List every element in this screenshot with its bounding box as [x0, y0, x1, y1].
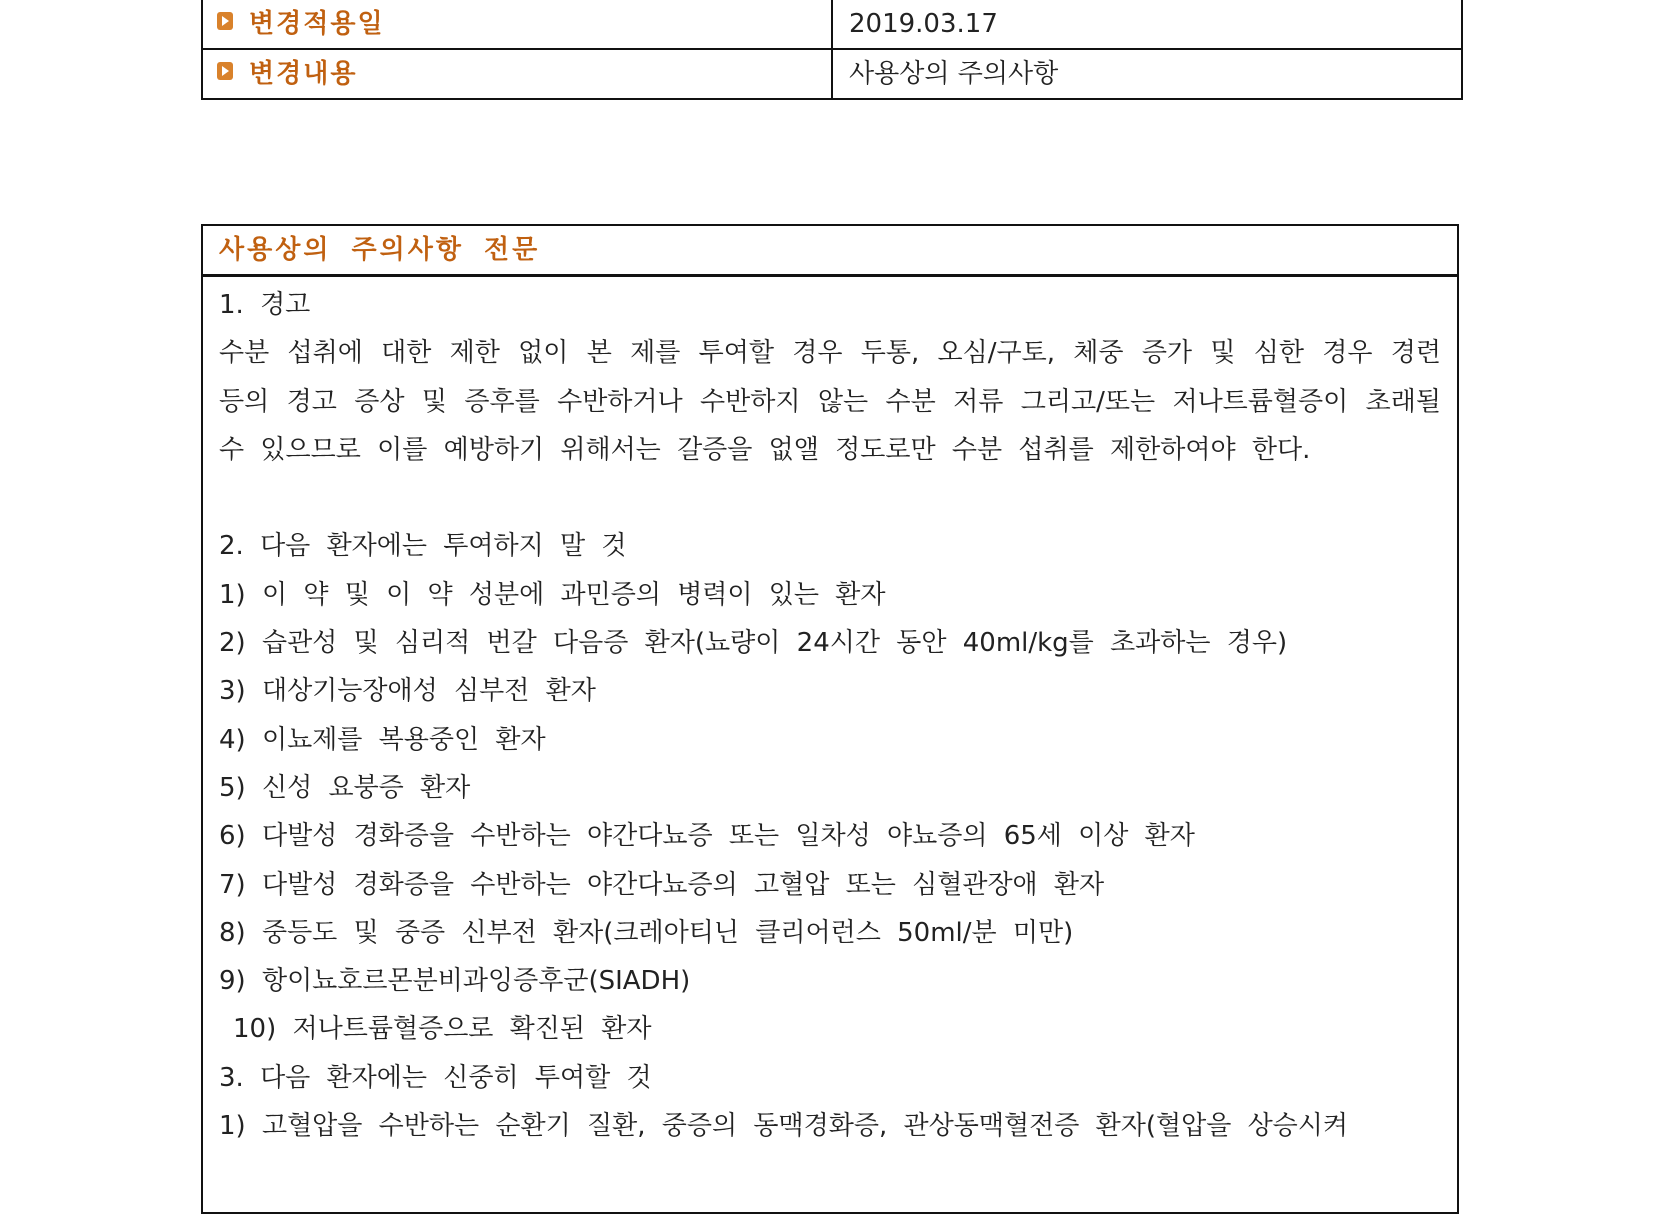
list-item: 7) 다발성 경화증을 수반하는 야간다뇨증의 고혈압 또는 심혈관장애 환자: [219, 869, 1105, 900]
change-date-label-cell: [203, 0, 833, 48]
warning-paragraph: 수분 섭취에 대한 제한 없이 본 제를 투여할 경우 두통, 오심/구토, 체중 증가 및 심한 경우 경련 등의 경고 증상 및 증후를 수반하거나 수반하지 않는 수분 저류 그리고/또는 저나트륨혈증이 초래될 수 있으므로 이를 예방하기 위해서는 갈증을 없앨 정도로만 수분 섭취를 제한하여야 한다.: [219, 338, 1441, 465]
section-warning-title: 1. 경고: [219, 290, 311, 320]
list-item: 8) 중등도 및 중증 신부전 환자(크레아티닌 클리어런스 50ml/분 미만): [219, 917, 1074, 948]
section-caution-title: 3. 다음 환자에는 신중히 투여할 것: [219, 1062, 652, 1093]
list-item: 2) 습관성 및 심리적 번갈 다음증 환자(뇨량이 24시간 동안 40ml/kg를 초과하는 경우): [219, 628, 1288, 659]
list-item: 3) 대상기능장애성 심부전 환자: [219, 676, 596, 707]
list-item: 6) 다발성 경화증을 수반하는 야간다뇨증 또는 일차성 야뇨증의 65세 이상 환자: [219, 821, 1195, 852]
bullet-icon: [217, 62, 233, 80]
change-content-row: [203, 48, 1461, 98]
change-info-table: [201, 0, 1463, 100]
list-item: 10) 저나트륨혈증으로 확진된 환자: [233, 1014, 652, 1045]
change-content-label: 변경내용: [249, 59, 358, 89]
change-content-label-cell: [203, 50, 833, 98]
change-date-label: 변경적용일: [249, 9, 385, 39]
precautions-content: [203, 277, 1457, 1150]
list-item: 1) 고혈압을 수반하는 순환기 질환, 중증의 동맥경화증, 관상동맥혈전증 환자(혈압을 상승시켜: [219, 1111, 1349, 1142]
change-date-row: [203, 0, 1461, 48]
change-content-value: 사용상의 주의사항: [849, 59, 1059, 89]
blank-line: [219, 474, 1441, 522]
change-date-value: 2019.03.17: [849, 9, 998, 39]
bullet-icon: [217, 12, 233, 30]
list-item: 5) 신성 요붕증 환자: [219, 772, 471, 803]
list-item: 9) 항이뇨호르몬분비과잉증후군(SIADH): [219, 966, 691, 997]
precautions-box: [201, 224, 1459, 1214]
section-contraindications-title: 2. 다음 환자에는 투여하지 말 것: [219, 531, 627, 562]
list-item: 1) 이 약 및 이 약 성분에 과민증의 병력이 있는 환자: [219, 579, 886, 610]
precautions-header: 사용상의 주의사항 전문: [203, 226, 1457, 277]
list-item: 4) 이뇨제를 복용중인 환자: [219, 724, 546, 755]
